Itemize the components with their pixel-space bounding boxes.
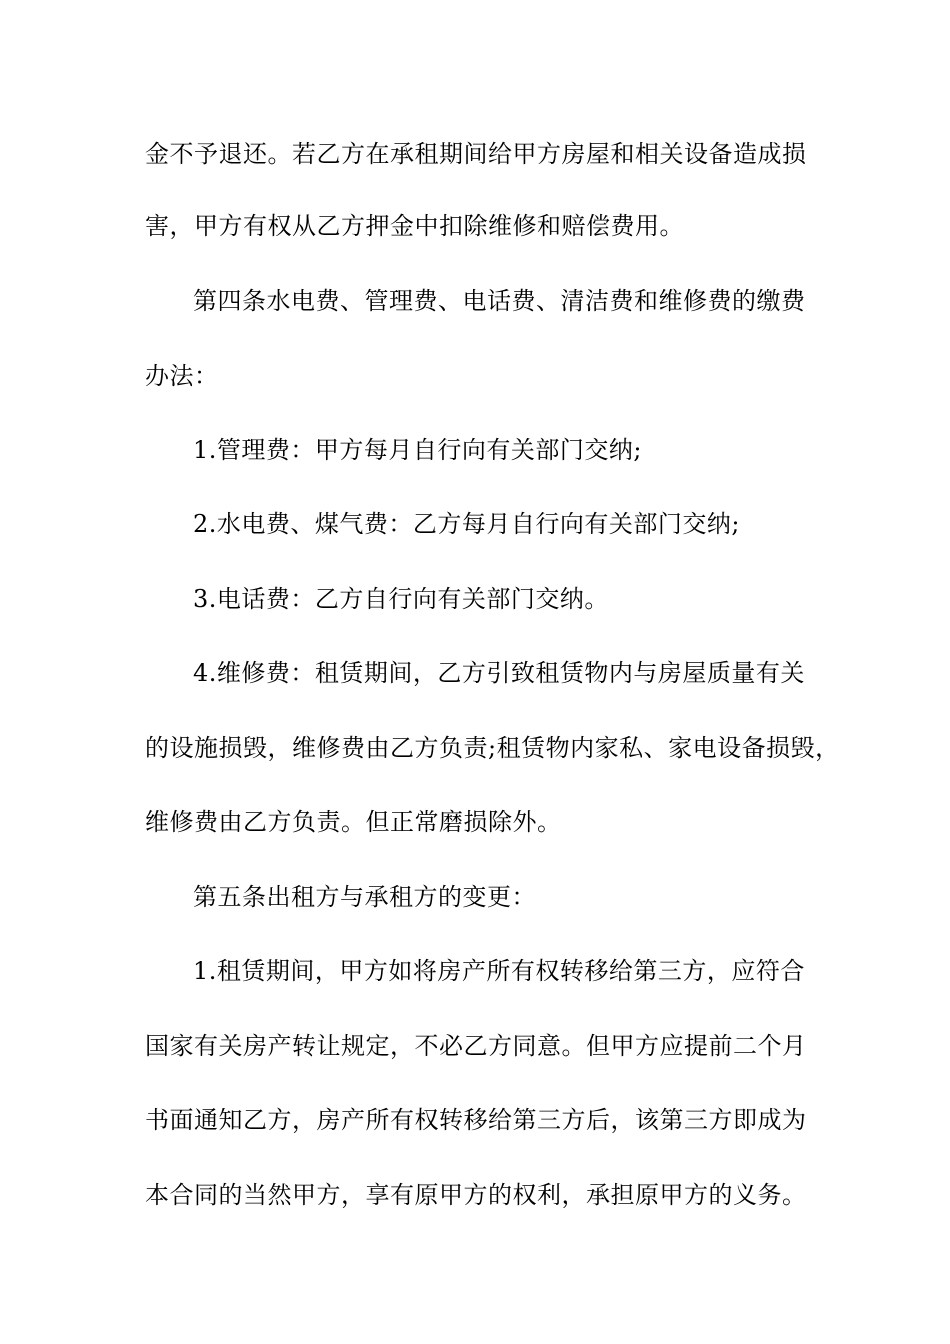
list-item: 4.维修费：租赁期间，乙方引致租赁物内与房屋质量有关 bbox=[193, 659, 805, 687]
list-item: 1.租赁期间，甲方如将房产所有权转移给第三方，应符合 bbox=[193, 957, 805, 985]
text-line: 书面通知乙方，房产所有权转移给第三方后，该第三方即成为 bbox=[145, 1106, 807, 1134]
text-line: 国家有关房产转让规定，不必乙方同意。但甲方应提前二个月 bbox=[145, 1032, 807, 1060]
list-item: 3.电话费：乙方自行向有关部门交纳。 bbox=[193, 585, 609, 613]
text-line: 金不予退还。若乙方在承租期间给甲方房屋和相关设备造成损 bbox=[145, 140, 807, 168]
text-line: 的设施损毁，维修费由乙方负责;租赁物内家私、家电设备损毁， bbox=[145, 734, 840, 762]
list-item: 2.水电费、煤气费：乙方每月自行向有关部门交纳; bbox=[193, 510, 740, 538]
text-line: 害，甲方有权从乙方押金中扣除维修和赔偿费用。 bbox=[145, 212, 684, 240]
article-heading: 第五条出租方与承租方的变更： bbox=[193, 883, 536, 911]
list-item: 1.管理费：甲方每月自行向有关部门交纳; bbox=[193, 436, 642, 464]
text-line: 维修费由乙方负责。但正常磨损除外。 bbox=[145, 808, 562, 836]
article-heading: 第四条水电费、管理费、电话费、清洁费和维修费的缴费 bbox=[193, 287, 806, 315]
text-line: 本合同的当然甲方，享有原甲方的权利，承担原甲方的义务。 bbox=[145, 1181, 807, 1209]
text-line: 办法： bbox=[145, 362, 219, 390]
